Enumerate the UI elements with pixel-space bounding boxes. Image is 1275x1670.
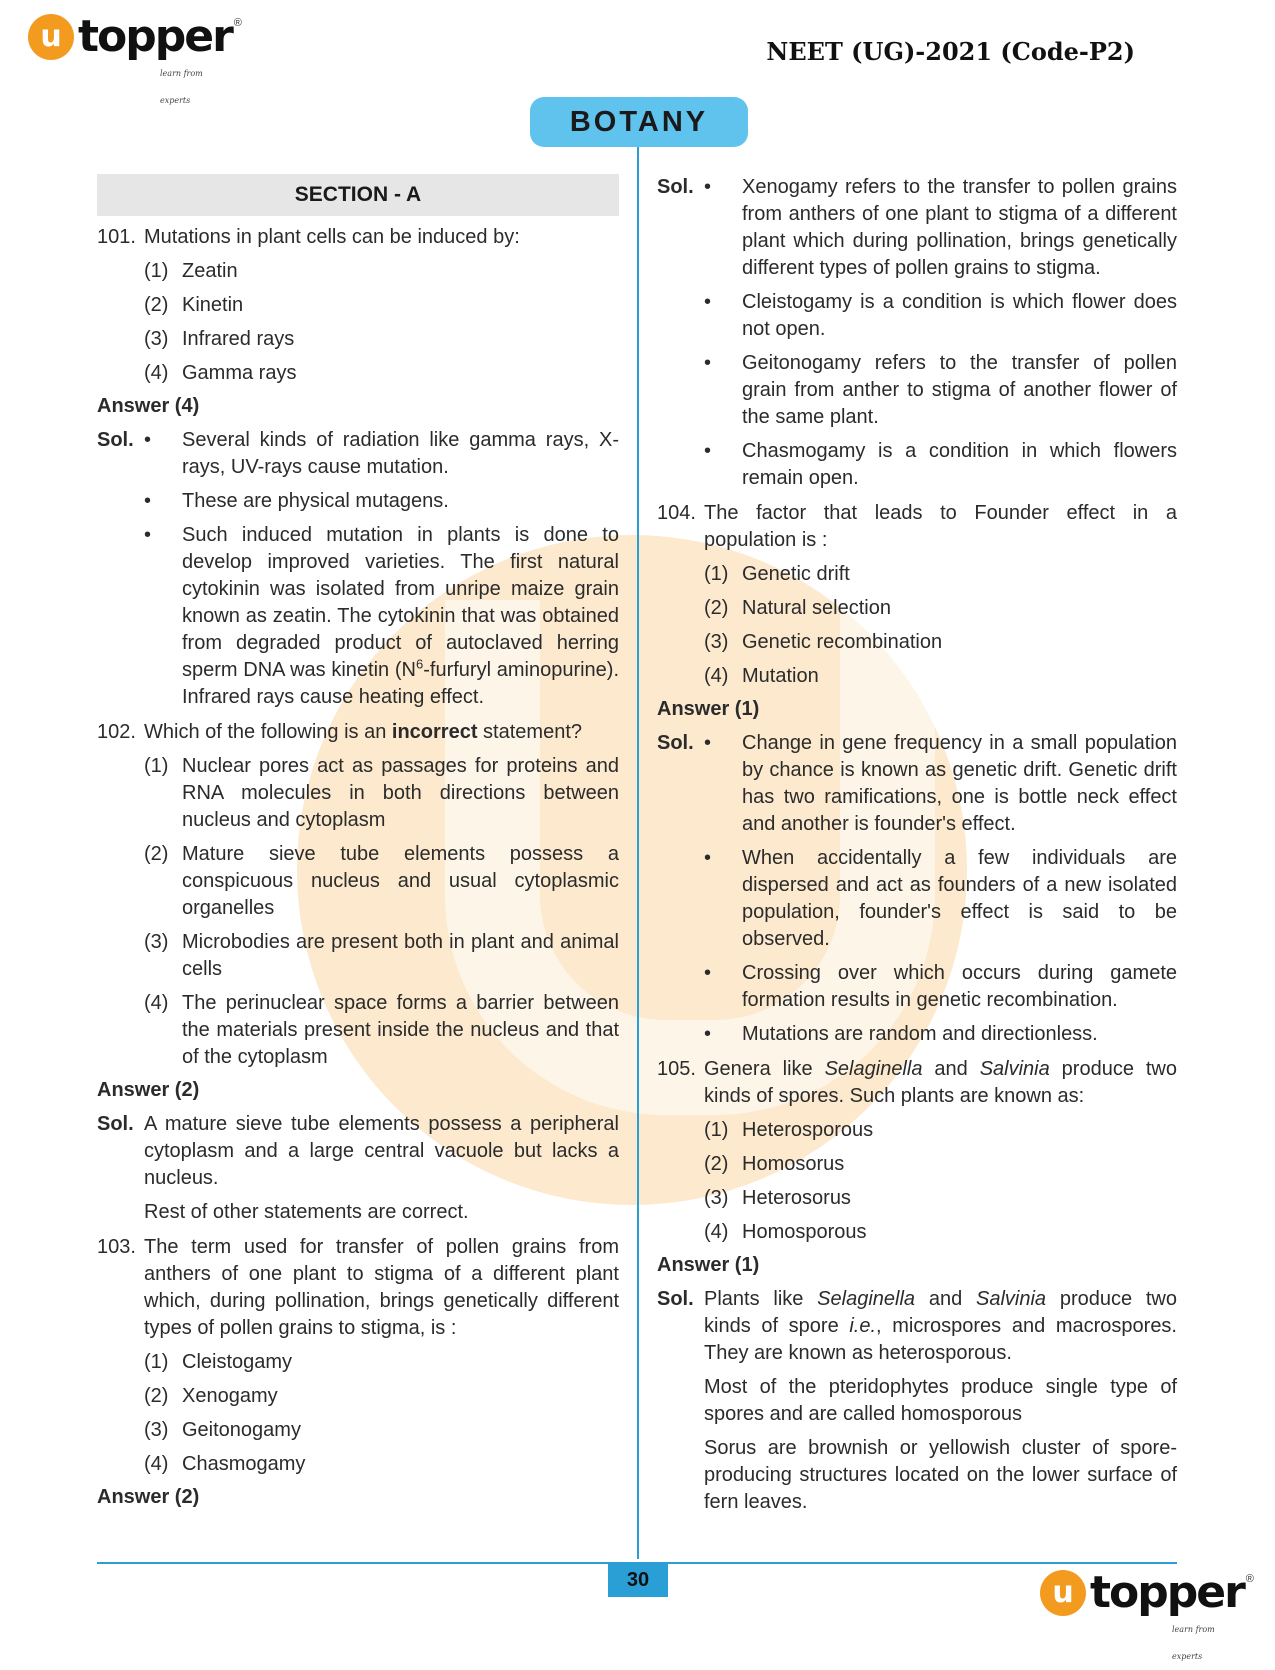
option-number: (2) (144, 1385, 169, 1407)
solution-label: Sol. (657, 1288, 694, 1310)
solution-point (657, 174, 1177, 282)
option (144, 841, 619, 922)
option-number: (3) (704, 1187, 729, 1209)
topper-logo-footer (1040, 1567, 1254, 1661)
question-text: The term used for transfer of pollen grains from anthers of one plant to stigma of a different plant which, during pollination, brings genetically different types of pollen grains to stigma, is : (144, 1236, 619, 1339)
option-number: (4) (704, 1221, 729, 1243)
option-number: (2) (704, 597, 729, 619)
solution-text: Mutations are random and directionless. (742, 1023, 1098, 1045)
question-text: The factor that leads to Founder effect in a population is : (704, 502, 1177, 551)
question-101 (97, 224, 619, 251)
topper-logo-icon: u (1040, 1570, 1086, 1616)
bullet-icon: • (704, 1023, 712, 1045)
option (144, 360, 619, 387)
solution-text: Cleistogamy is a condition is which flower does not open. (742, 291, 1177, 340)
answer-label: Answer (1) (657, 698, 760, 720)
option (144, 258, 619, 285)
option (144, 753, 619, 834)
bullet-icon: • (704, 352, 712, 374)
option-number: (3) (144, 1419, 169, 1441)
option (144, 1451, 619, 1478)
option-number: (4) (704, 665, 729, 687)
solution-text: A mature sieve tube elements possess a peripheral cytoplasm and a large central vacuole but lacks a nucleus. (144, 1113, 619, 1189)
option-text: Kinetin (182, 294, 244, 316)
option (704, 1117, 1177, 1144)
bullet-icon: • (704, 962, 712, 984)
option-text: Genetic recombination (742, 631, 943, 653)
logo-tagline: learn from experts (1172, 1625, 1215, 1661)
solution-text: Change in gene frequency in a small population by chance is known as genetic drift. Genetic drift has two ramifications, one is bottle neck effect and another is founder's effect. (742, 732, 1177, 835)
answer-label: Answer (2) (97, 1486, 200, 1508)
right-column (657, 174, 1177, 1516)
solution-text: Such induced mutation in plants is done to develop improved varieties. The first natural cytokinin was isolated from unripe maize grain known as zeatin. The cytokinin that was obtained from degraded product of autoclaved herring sperm DNA was kinetin ($N^6$-furfuryl aminopurine). Infrared rays cause heating effect. (182, 524, 620, 708)
option (704, 629, 1177, 656)
option-text: Heterosporous (742, 1119, 874, 1141)
option-text: Natural selection (742, 597, 891, 619)
option-text: Zeatin (182, 260, 238, 282)
topper-logo (28, 11, 242, 105)
option-text: Gamma rays (182, 362, 297, 384)
solution-label: Sol. (97, 429, 134, 451)
question-number: 105. (657, 1058, 696, 1080)
bullet-icon: • (144, 490, 152, 512)
option-number: (4) (144, 992, 169, 1014)
option-number: (2) (144, 294, 169, 316)
answer-label: Answer (1) (657, 1254, 760, 1276)
logo-tagline: learn from experts (160, 69, 203, 105)
option-number: (3) (704, 631, 729, 653)
bullet-icon: • (704, 732, 712, 754)
option-number: (3) (144, 931, 169, 953)
option-number: (1) (144, 260, 169, 282)
solution-point (657, 960, 1177, 1014)
option-text: Genetic drift (742, 563, 850, 585)
question-105 (657, 1056, 1177, 1110)
option-text: Homosorus (742, 1153, 845, 1175)
question-number: 102. (97, 721, 136, 743)
solution-note: Most of the pteridophytes produce single type of spores and are called homosporous (704, 1376, 1177, 1425)
bullet-icon: • (704, 176, 712, 198)
question-104 (657, 500, 1177, 554)
option-text: Nuclear pores act as passages for proteins and RNA molecules in both directions between nucleus and cytoplasm (182, 755, 619, 831)
option-text: Homosporous (742, 1221, 867, 1243)
option-text: Geitonogamy (182, 1419, 301, 1441)
option-text: Xenogamy (182, 1385, 278, 1407)
option (704, 561, 1177, 588)
option-number: (1) (704, 1119, 729, 1141)
option (144, 1417, 619, 1444)
bullet-icon: • (704, 291, 712, 313)
solution-label: Sol. (97, 1113, 134, 1135)
solution-text: These are physical mutagens. (182, 490, 449, 512)
solution-text: Several kinds of radiation like gamma rays, X-rays, UV-rays cause mutation. (182, 429, 619, 478)
solution-point (97, 488, 619, 515)
section-title: SECTION - A (97, 174, 619, 216)
bullet-icon: • (144, 524, 152, 546)
option-number: (4) (144, 1453, 169, 1475)
solution-point (657, 1021, 1177, 1048)
option-text: The perinuclear space forms a barrier between the materials present inside the nucleus and that of the cytoplasm (182, 992, 619, 1068)
solution-label: Sol. (657, 176, 694, 198)
solution-text: Crossing over which occurs during gamete formation results in genetic recombination. (742, 962, 1177, 1011)
bullet-icon: • (144, 429, 152, 451)
topper-logo-icon: u (28, 14, 74, 60)
option (144, 990, 619, 1071)
option (144, 326, 619, 353)
solution-point (657, 845, 1177, 953)
option (144, 929, 619, 983)
solution (657, 1286, 1177, 1367)
question-number: 104. (657, 502, 696, 524)
question-103 (97, 1234, 619, 1342)
answer-label: Answer (2) (97, 1079, 200, 1101)
option-number: (1) (144, 1351, 169, 1373)
question-number: 101. (97, 226, 136, 248)
answer-label: Answer (4) (97, 395, 200, 417)
option-number: (2) (144, 843, 169, 865)
bullet-icon: • (704, 847, 712, 869)
option (704, 663, 1177, 690)
solution-note: Rest of other statements are correct. (144, 1201, 469, 1223)
option-number: (4) (144, 362, 169, 384)
option-number: (2) (704, 1153, 729, 1175)
option-number: (1) (704, 563, 729, 585)
subject-title: BOTANY (530, 97, 748, 147)
question-text: Genera like Selaginella and Salvinia produce two kinds of spores. Such plants are known as: (704, 1058, 1177, 1107)
question-number: 103. (97, 1236, 136, 1258)
exam-code: NEET (UG)-2021 (Code-P2) (766, 37, 1135, 66)
option-text: Cleistogamy (182, 1351, 293, 1373)
question-102 (97, 719, 619, 746)
option (704, 1219, 1177, 1246)
bullet-icon: • (704, 440, 712, 462)
registered-mark: ® (233, 17, 242, 29)
solution-text: When accidentally a few individuals are dispersed and act as founders of a new isolated population, founder's effect is said to be observed. (742, 847, 1177, 950)
solution-point (97, 522, 619, 711)
solution-text: Xenogamy refers to the transfer to pollen grains from anthers of one plant to stigma of a different plant which during pollination, brings genetically different types of pollen grains to stigma. (742, 176, 1177, 279)
option-text: Infrared rays (182, 328, 295, 350)
column-divider (637, 147, 639, 1559)
page-number: 30 (608, 1563, 668, 1597)
solution-point (657, 289, 1177, 343)
option (704, 1185, 1177, 1212)
registered-mark: ® (1245, 1573, 1254, 1585)
solution-label: Sol. (657, 732, 694, 754)
solution-text: Plants like Selaginella and Salvinia produce two kinds of spore i.e., microspores and macrospores. They are known as heterosporous. (704, 1288, 1178, 1364)
solution (97, 1111, 619, 1192)
solution-point (97, 427, 619, 481)
option (704, 1151, 1177, 1178)
question-text: Mutations in plant cells can be induced by: (144, 226, 520, 248)
solution-text: Chasmogamy is a condition in which flowers remain open. (742, 440, 1177, 489)
option-text: Mature sieve tube elements possess a conspicuous nucleus and usual cytoplasmic organelles (182, 843, 619, 919)
option (144, 1383, 619, 1410)
question-text: Which of the following is an incorrect statement? (144, 721, 583, 743)
option-text: Mutation (742, 665, 819, 687)
option (704, 595, 1177, 622)
solution-text: Geitonogamy refers to the transfer of pollen grain from anther to stigma of another flower of the same plant. (742, 352, 1177, 428)
option-text: Chasmogamy (182, 1453, 306, 1475)
solution-point (657, 438, 1177, 492)
solution-note: Sorus are brownish or yellowish cluster of spore-producing structures located on the lower surface of fern leaves. (704, 1437, 1177, 1513)
option-number: (1) (144, 755, 169, 777)
option (144, 292, 619, 319)
option-text: Heterosorus (742, 1187, 851, 1209)
option-text: Microbodies are present both in plant and animal cells (182, 931, 619, 980)
solution-point (657, 350, 1177, 431)
solution-point (657, 730, 1177, 838)
left-column (97, 174, 619, 1511)
option (144, 1349, 619, 1376)
topper-logo-text: topper (78, 11, 232, 62)
topper-logo-text: topper (1090, 1567, 1244, 1618)
option-number: (3) (144, 328, 169, 350)
